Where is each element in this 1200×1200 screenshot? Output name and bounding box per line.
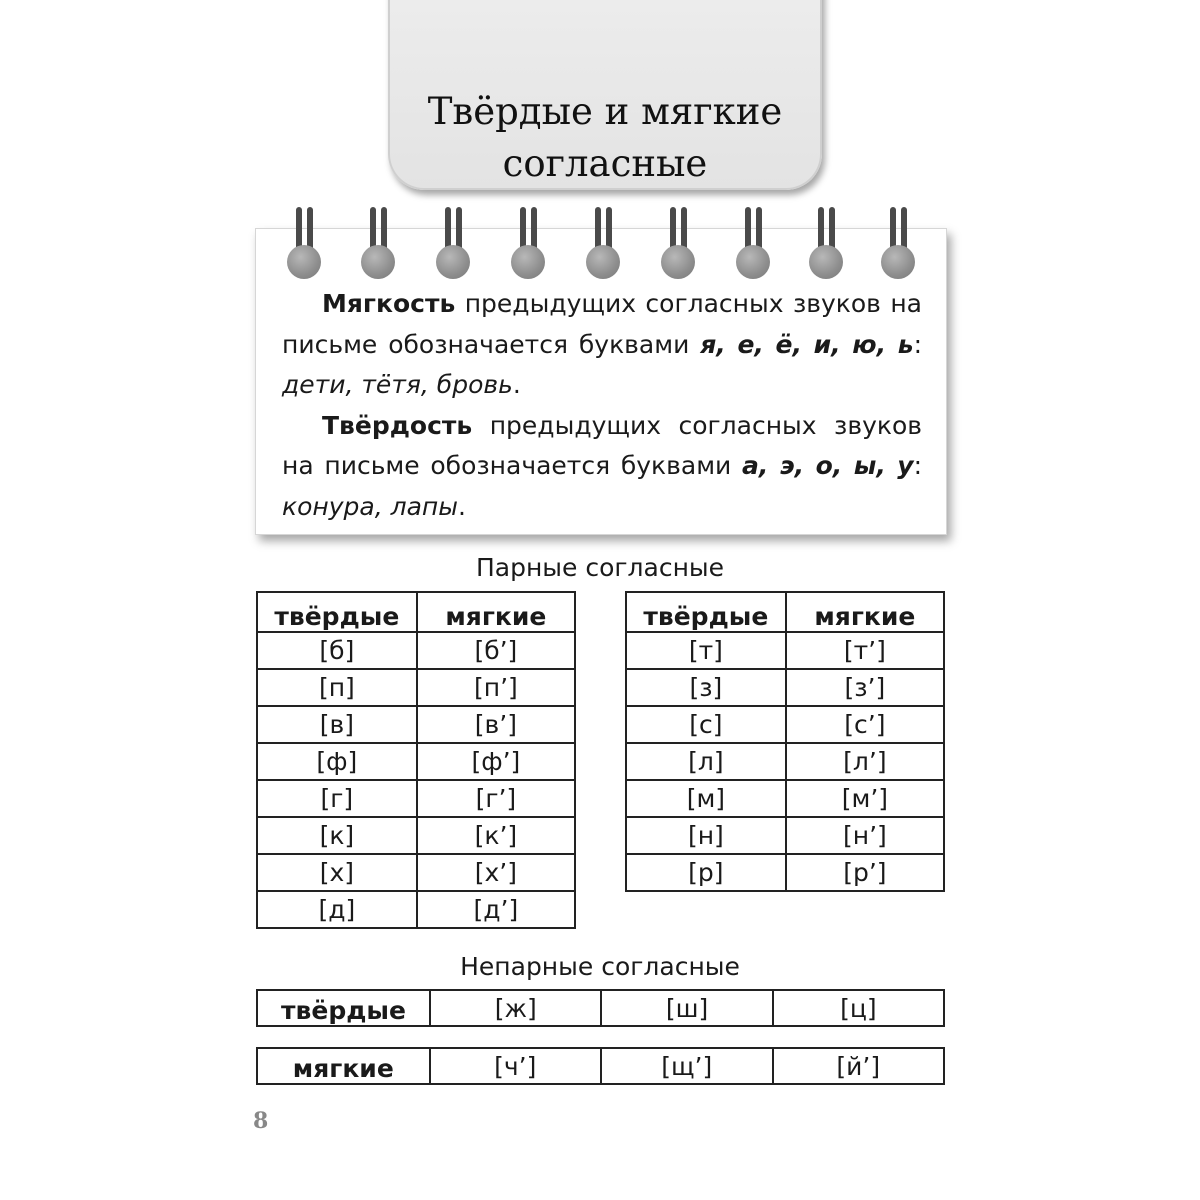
soft-colon: : [913, 329, 922, 359]
spiral-ring-icon [735, 207, 771, 275]
table-row [257, 891, 575, 928]
spiral-ring-icon [360, 207, 396, 275]
unpaired-soft-cell: [щ’] [601, 1048, 773, 1084]
rule-text [282, 284, 922, 527]
table-row [626, 780, 944, 817]
hard-sound-cell: [д] [257, 891, 417, 928]
soft-rule [282, 284, 922, 406]
unpaired-hard-label: твёрдые [257, 990, 430, 1026]
soft-sound-cell: [г’] [417, 780, 575, 817]
soft-sound-cell: [ф’] [417, 743, 575, 780]
soft-sound-cell: [д’] [417, 891, 575, 928]
hard-letters: а, э, о, ы, у [742, 451, 914, 480]
soft-sound-cell: [с’] [786, 706, 944, 743]
hard-sound-cell: [р] [626, 854, 786, 891]
unpaired-title: Непарные согласные [460, 952, 740, 981]
hard-sound-cell: [т] [626, 632, 786, 669]
header-hard: твёрдые [626, 592, 786, 632]
table-row [257, 743, 575, 780]
soft-sound-cell: [п’] [417, 669, 575, 706]
hard-sound-cell: [ф] [257, 743, 417, 780]
soft-sound-cell: [л’] [786, 743, 944, 780]
unpaired-hard-row [256, 989, 945, 1027]
table-row [626, 743, 944, 780]
spiral-ring-icon [660, 207, 696, 275]
soft-sound-cell: [н’] [786, 817, 944, 854]
spiral-ring-icon [808, 207, 844, 275]
hard-examples: конура, лапы [282, 491, 459, 521]
unpaired-soft-cell: [й’] [773, 1048, 944, 1084]
soft-sound-cell: [т’] [786, 632, 944, 669]
soft-examples: дети, тётя, бровь [282, 370, 513, 399]
spiral-ring-icon [880, 207, 916, 275]
spiral-ring-icon [286, 207, 322, 275]
table-row [626, 817, 944, 854]
page-title [388, 86, 822, 190]
header-soft: мягкие [417, 592, 575, 632]
hard-end: . [458, 491, 466, 521]
hard-sound-cell: [л] [626, 743, 786, 780]
table-row [257, 706, 575, 743]
spiral-ring-icon [435, 207, 471, 275]
table-row [626, 854, 944, 891]
soft-sound-cell: [р’] [786, 854, 944, 891]
paired-table-left [256, 591, 576, 929]
hard-sound-cell: [б] [257, 632, 417, 669]
header-hard: твёрдые [257, 592, 417, 632]
hard-sound-cell: [м] [626, 780, 786, 817]
soft-sound-cell: [х’] [417, 854, 575, 891]
hard-sound-cell: [н] [626, 817, 786, 854]
unpaired-soft-label: мягкие [257, 1048, 430, 1084]
soft-sound-cell: [м’] [786, 780, 944, 817]
hard-sound-cell: [к] [257, 817, 417, 854]
hard-sound-cell: [с] [626, 706, 786, 743]
table-row [626, 706, 944, 743]
hard-term: Твёрдость [322, 410, 473, 440]
unpaired-hard-cell: [ш] [601, 990, 772, 1026]
unpaired-hard-cell: [ц] [773, 990, 944, 1026]
soft-letters: я, е, ё, и, ю, ь [700, 329, 914, 359]
title-line-1: Твёрдые и мягкие [427, 90, 783, 133]
title-line-2: согласные [502, 142, 708, 185]
hard-sound-cell: [х] [257, 854, 417, 891]
header-soft: мягкие [786, 592, 944, 632]
spiral-ring-icon [585, 207, 621, 275]
soft-sound-cell: [б’] [417, 632, 575, 669]
hard-rule [282, 406, 922, 528]
hard-colon: : [913, 451, 923, 480]
hard-sound-cell: [г] [257, 780, 417, 817]
table-row [257, 780, 575, 817]
page-number: 8 [253, 1108, 269, 1134]
spiral-ring-icon [510, 207, 546, 275]
hard-sound-cell: [п] [257, 669, 417, 706]
table-row [626, 669, 944, 706]
unpaired-soft-cell: [ч’] [430, 1048, 601, 1084]
soft-end: . [512, 370, 521, 399]
soft-sound-cell: [к’] [417, 817, 575, 854]
hard-sound-cell: [в] [257, 706, 417, 743]
soft-sound-cell: [в’] [417, 706, 575, 743]
table-row [257, 817, 575, 854]
table-row [257, 854, 575, 891]
soft-rule-text: предыдущих согласных звуков на письме обозначается буквами [282, 289, 922, 359]
paired-table-right [625, 591, 945, 892]
table-row [257, 632, 575, 669]
unpaired-soft-row [256, 1047, 945, 1085]
table-row [257, 669, 575, 706]
hard-sound-cell: [з] [626, 669, 786, 706]
soft-term: Мягкость [322, 289, 456, 318]
paired-title: Парные согласные [475, 553, 725, 582]
soft-sound-cell: [з’] [786, 669, 944, 706]
table-row [626, 632, 944, 669]
unpaired-hard-cell: [ж] [430, 990, 601, 1026]
hard-rule-text: предыдущих согласных звуков на письме обозначается буквами [282, 410, 922, 480]
